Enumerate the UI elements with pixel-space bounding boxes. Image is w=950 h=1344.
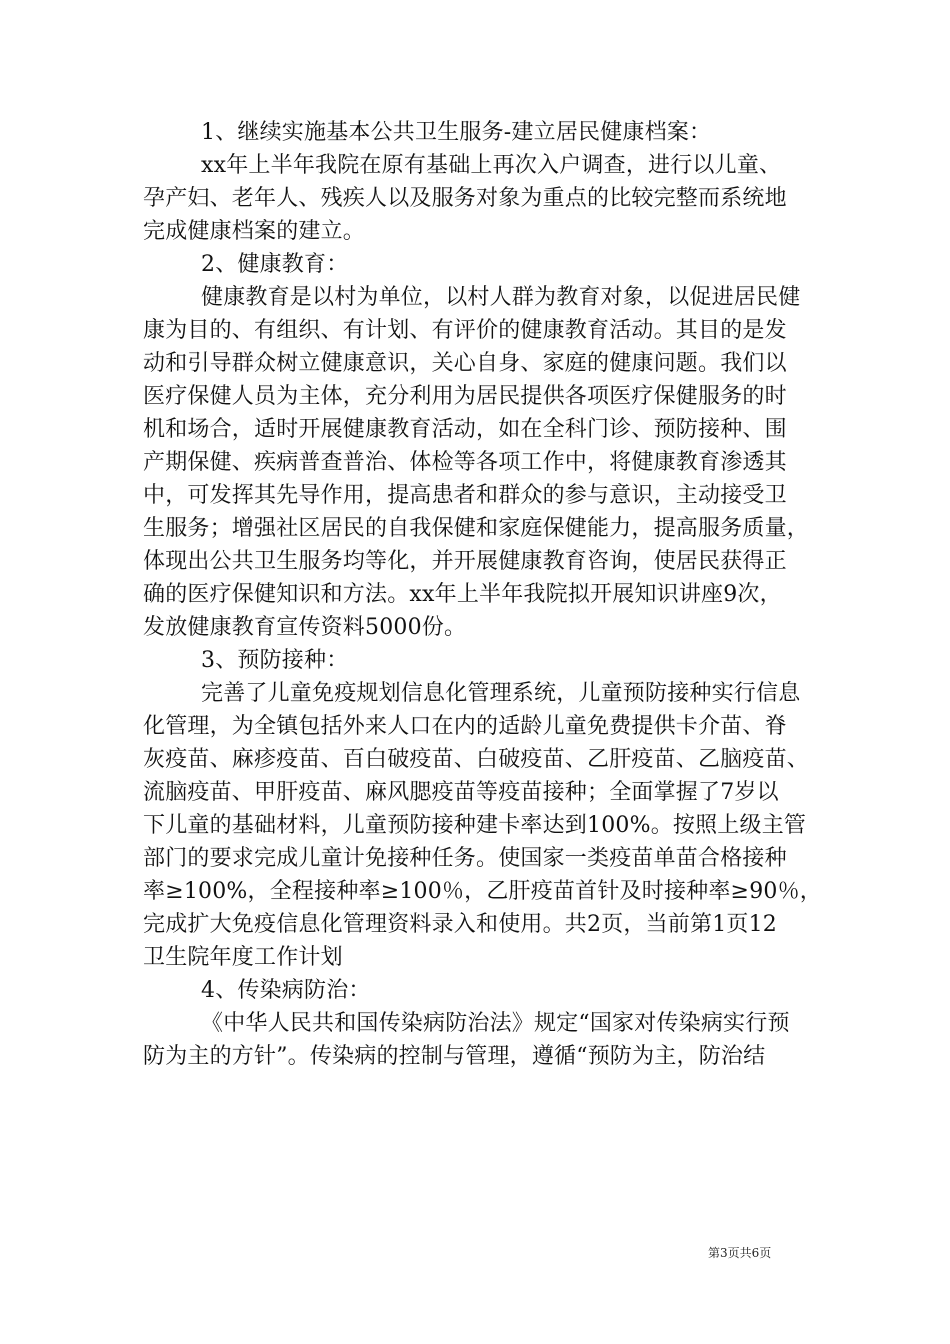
text-line: 部门的要求完成儿童计免接种任务。使国家一类疫苗单苗合格接种: [143, 846, 787, 871]
paragraph: [143, 974, 811, 1007]
paragraph: [143, 149, 811, 248]
text-line: 发放健康教育宣传资料5000份。: [143, 615, 467, 640]
paragraph: [143, 644, 811, 677]
text-line: 1、继续实施基本公共卫生服务-建立居民健康档案：: [201, 120, 712, 145]
text-line: 生服务；增强社区居民的自我保健和家庭保健能力，提高服务质量，: [143, 516, 810, 541]
text-line: 流脑疫苗、甲肝疫苗、麻风腮疫苗等疫苗接种；全面掌握了7岁以: [143, 780, 779, 805]
text-line: 完善了儿童免疫规划信息化管理系统，儿童预防接种实行信息: [201, 681, 801, 706]
text-line: 中，可发挥其先导作用，提高患者和群众的参与意识，主动接受卫: [143, 483, 787, 508]
text-line: 化管理，为全镇包括外来人口在内的适龄儿童免费提供卡介苗、脊: [143, 714, 787, 739]
text-line: 机和场合，适时开展健康教育活动，如在全科门诊、预防接种、围: [143, 417, 787, 442]
paragraph: [143, 248, 811, 281]
text-line: 体现出公共卫生服务均等化，并开展健康教育咨询，使居民获得正: [143, 549, 787, 574]
paragraph: [143, 677, 822, 974]
text-line: 完成健康档案的建立。: [143, 219, 366, 244]
paragraph: [143, 116, 811, 149]
document-body: [143, 116, 822, 1073]
text-line: 康为目的、有组织、有计划、有评价的健康教育活动。其目的是发: [143, 318, 787, 343]
text-line: 确的医疗保健知识和方法。xx年上半年我院拟开展知识讲座9次，: [143, 582, 782, 607]
text-line: xx年上半年我院在原有基础上再次入户调查，进行以儿童、: [201, 153, 782, 178]
text-line: 率≥100%，全程接种率≥100％，乙肝疫苗首针及时接种率≥90％，: [143, 879, 822, 904]
text-line: 产期保健、疾病普查普治、体检等各项工作中，将健康教育渗透其: [143, 450, 787, 475]
text-line: 4、传染病防治：: [201, 978, 371, 1003]
text-line: 完成扩大免疫信息化管理资料录入和使用。共2页，当前第1页12: [143, 912, 777, 937]
text-line: 《中华人民共和国传染病防治法》规定“国家对传染病实行预: [201, 1011, 790, 1036]
text-line: 卫生院年度工作计划: [143, 945, 343, 970]
text-line: 2、健康教育：: [201, 252, 349, 277]
text-line: 健康教育是以村为单位，以村人群为教育对象，以促进居民健: [201, 285, 801, 310]
text-line: 下儿童的基础材料，儿童预防接种建卡率达到100%。按照上级主管: [143, 813, 807, 838]
text-line: 医疗保健人员为主体，充分利用为居民提供各项医疗保健服务的时: [143, 384, 787, 409]
paragraph: [143, 281, 811, 644]
text-line: 3、预防接种：: [201, 648, 349, 673]
text-line: 防为主的方针”。传染病的控制与管理，遵循“预防为主，防治结: [143, 1044, 766, 1069]
page-footer: 第3页共6页: [708, 1246, 772, 1260]
text-line: 孕产妇、老年人、残疾人以及服务对象为重点的比较完整而系统地: [143, 186, 787, 211]
text-line: 动和引导群众树立健康意识，关心自身、家庭的健康问题。我们以: [143, 351, 787, 376]
text-line: 灰疫苗、麻疹疫苗、百白破疫苗、白破疫苗、乙肝疫苗、乙脑疫苗、: [143, 747, 810, 772]
paragraph: [143, 1007, 811, 1073]
